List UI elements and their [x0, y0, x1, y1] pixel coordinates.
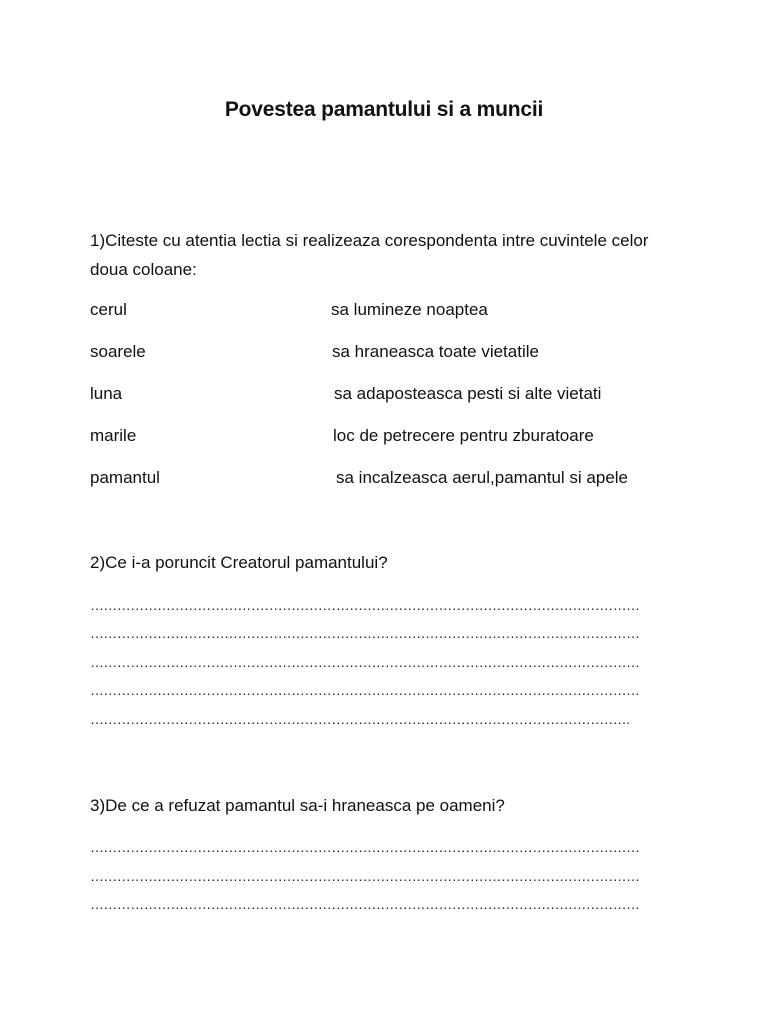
match-right-item: sa incalzeasca aerul,pamantul si apele — [336, 468, 629, 487]
match-left-item: luna — [90, 384, 123, 403]
match-right-item: sa lumineze noaptea — [331, 300, 488, 319]
answer-line: …………………………………………………………………………………………………………… — [90, 625, 640, 641]
match-right-item: sa hraneasca toate vietatile — [332, 342, 539, 361]
match-left-item: soarele — [90, 342, 146, 361]
match-row — [90, 424, 690, 448]
question-3-text: 3)De ce a refuzat pamantul sa-i hraneasca pe oameni? — [90, 796, 505, 815]
match-left-item: marile — [90, 426, 137, 445]
answer-line: …………………………………………………………………………………………………………… — [90, 682, 640, 698]
match-right-item: loc de petrecere pentru zburatoare — [333, 426, 594, 445]
match-row — [90, 466, 690, 490]
answer-line: …………………………………………………………………………………………………………… — [90, 654, 640, 670]
match-row — [90, 340, 690, 364]
question-1-text: 1)Citeste cu atentia lectia si realizeaza corespondenta intre cuvintele celor doua coloane: — [90, 231, 649, 279]
answer-line: …………………………………………………………………………………………………………… — [90, 868, 640, 884]
question-2-text: 2)Ce i-a poruncit Creatorul pamantului? — [90, 553, 388, 572]
answer-line: …………………………………………………………………………………………………………. — [90, 711, 630, 727]
match-right-item: sa adaposteasca pesti si alte vietati — [334, 384, 602, 403]
match-left-item: cerul — [90, 300, 127, 319]
match-row — [90, 382, 690, 406]
page-title: Povestea pamantului si a muncii — [224, 98, 544, 121]
answer-line: …………………………………………………………………………………………………………… — [90, 896, 640, 912]
answer-line: …………………………………………………………………………………………………………… — [90, 597, 640, 613]
match-row — [90, 298, 690, 322]
match-left-item: pamantul — [90, 468, 160, 487]
answer-line: …………………………………………………………………………………………………………… — [90, 839, 640, 855]
